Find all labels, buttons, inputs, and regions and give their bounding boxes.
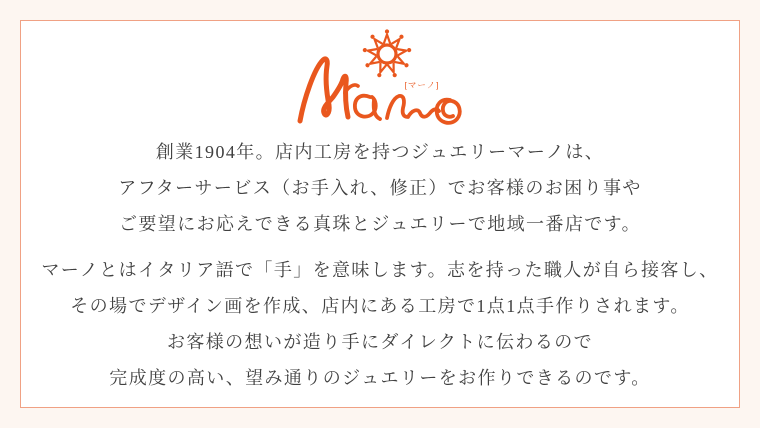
intro-paragraph-1: [21, 134, 739, 242]
logo-furigana: [マーノ]: [404, 80, 440, 90]
intro-line: アフターサービス（お手入れ、修正）でお客様のお困り事や: [118, 178, 642, 198]
intro-line: その場でデザイン画を作成、店内にある工房で1点1点手作りされます。: [70, 296, 690, 316]
intro-line: ご要望にお応えできる真珠とジュエリーで地域一番店です。: [119, 214, 641, 234]
sun-icon: [362, 29, 411, 78]
intro-line: 完成度の高い、望み通りのジュエリーをお作りできるのです。: [109, 368, 651, 388]
intro-paragraph-2: [21, 252, 739, 396]
intro-text: [21, 134, 739, 396]
intro-line: マーノとはイタリア語で「手」を意味します。志を持った職人が自ら接客し、: [41, 260, 719, 280]
content-panel: [20, 20, 740, 408]
mano-logo: [290, 25, 500, 130]
intro-line: お客様の想いが造り手にダイレクトに伝わるので: [166, 332, 594, 352]
mano-logo-svg: [290, 25, 500, 130]
intro-line: 創業1904年。店内工房を持つジュエリーマーノは、: [155, 142, 605, 162]
